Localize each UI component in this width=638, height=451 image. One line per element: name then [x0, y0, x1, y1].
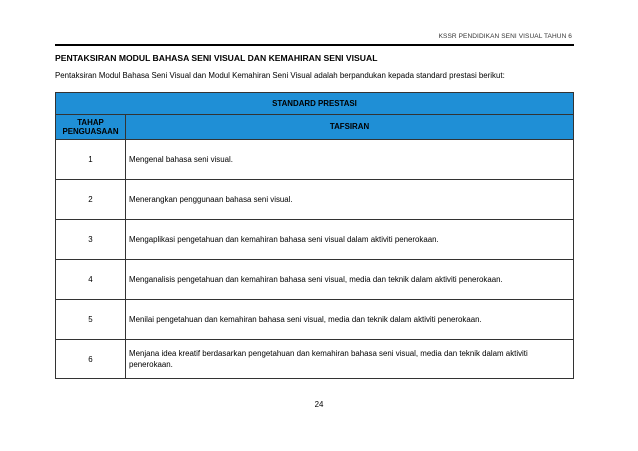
description-cell: Menjana idea kreatif berdasarkan pengetahuan dan kemahiran bahasa seni visual, media dan teknik dalam aktiviti penerokaan.: [126, 340, 574, 379]
document-title: PENTAKSIRAN MODUL BAHASA SENI VISUAL DAN KEMAHIRAN SENI VISUAL: [55, 53, 378, 63]
intro-paragraph: Pentaksiran Modul Bahasa Seni Visual dan Modul Kemahiran Seni Visual adalah berpandukan kepada standard prestasi berikut:: [55, 71, 505, 80]
column-header-description: TAFSIRAN: [126, 115, 574, 140]
column-header-level: [56, 115, 126, 140]
description-cell: Menerangkan penggunaan bahasa seni visual.: [126, 180, 574, 220]
level-cell: 5: [56, 300, 126, 340]
table-row: [56, 300, 574, 340]
standard-prestasi-table: [55, 92, 574, 379]
column-header-level-line2: PENGUASAAN: [62, 127, 119, 136]
level-cell: 1: [56, 140, 126, 180]
table-band-title: STANDARD PRESTASI: [56, 93, 574, 115]
level-cell: 4: [56, 260, 126, 300]
column-header-level-line1: TAHAP: [77, 117, 104, 127]
level-cell: 2: [56, 180, 126, 220]
table-row: [56, 180, 574, 220]
running-header: KSSR PENDIDIKAN SENI VISUAL TAHUN 6: [438, 33, 572, 40]
table-row: [56, 140, 574, 180]
description-cell: Mengenal bahasa seni visual.: [126, 140, 574, 180]
page-number: 24: [314, 400, 324, 409]
table-row: [56, 260, 574, 300]
level-cell: 3: [56, 220, 126, 260]
table-row: [56, 220, 574, 260]
description-cell: Menilai pengetahuan dan kemahiran bahasa seni visual, media dan teknik dalam aktiviti penerokaan.: [126, 300, 574, 340]
table-row: [56, 340, 574, 379]
description-cell: Menganalisis pengetahuan dan kemahiran bahasa seni visual, media dan teknik dalam aktiviti penerokaan.: [126, 260, 574, 300]
level-cell: 6: [56, 340, 126, 379]
header-rule: [55, 44, 574, 46]
description-cell: Mengaplikasi pengetahuan dan kemahiran bahasa seni visual dalam aktiviti penerokaan.: [126, 220, 574, 260]
